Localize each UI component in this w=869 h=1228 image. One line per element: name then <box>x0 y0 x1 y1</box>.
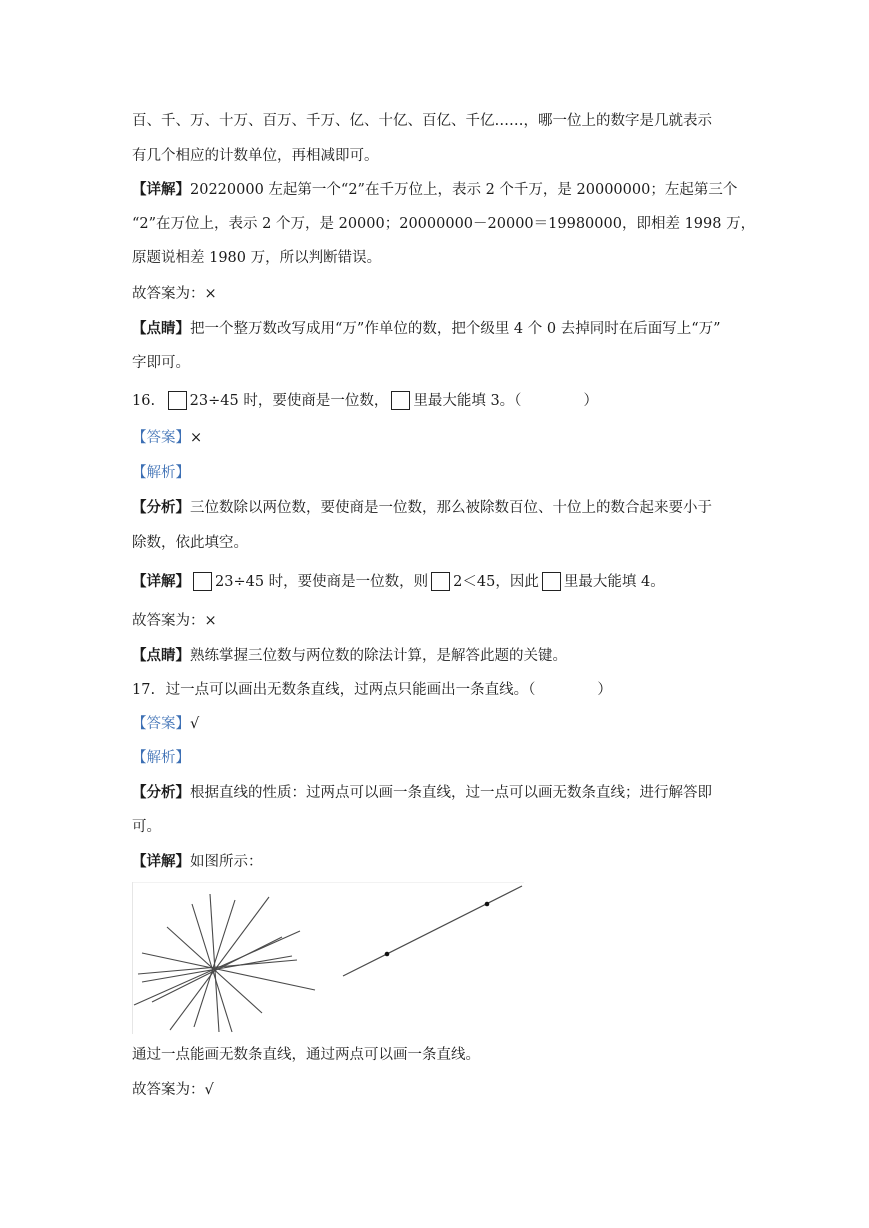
text-line: 百、千、万、十万、百万、千万、亿、十亿、百亿、千亿……，哪一位上的数字是几就表示 <box>132 113 712 129</box>
blank-box <box>431 572 450 591</box>
analysis-tag: 【解析】 <box>132 750 190 766</box>
question-text: 过一点可以画出无数条直线，过两点只能画出一条直线。（ <box>165 682 536 698</box>
text-line: 故答案为：√ <box>132 1082 214 1098</box>
detail-text: 20220000 左起第一个“2”在千万位上，表示 2 个千万，是 20000000；左起第三个 <box>190 182 738 198</box>
text-line: 故答案为：× <box>132 286 217 302</box>
answer-line <box>132 714 199 734</box>
fenxi-text: 根据直线的性质：过两点可以画一条直线，过一点可以画无数条直线；进行解答即 <box>190 785 712 801</box>
section-tag: 【详解】 <box>132 181 190 198</box>
line-through-point <box>152 937 282 1002</box>
text-line: “2”在万位上，表示 2 个万，是 20000；20000000－20000＝19980000，即相差 1998 万， <box>132 216 756 232</box>
text-line: 可。 <box>132 819 161 835</box>
line-through-two-points <box>343 886 522 976</box>
answer-value: × <box>190 430 203 446</box>
section-tag: 【点睛】 <box>132 320 190 337</box>
point-b <box>485 902 490 907</box>
lines-figure <box>132 882 524 1034</box>
blank-box <box>542 572 561 591</box>
question-number: 16. <box>132 393 156 409</box>
detail-text: 23÷45 时，要使商是一位数，则 <box>215 574 429 590</box>
question-text: 23÷45 时，要使商是一位数， <box>189 393 389 409</box>
dianjing-text: 熟练掌握三位数与两位数的除法计算，是解答此题的关键。 <box>190 648 567 664</box>
text-line <box>132 852 263 872</box>
question-text: 里最大能填 3。（ <box>413 393 522 409</box>
text-line <box>132 783 712 803</box>
text-line <box>132 319 721 339</box>
figure-caption: 通过一点能画无数条直线，通过两点可以画一条直线。 <box>132 1047 480 1063</box>
blank-box <box>391 391 410 410</box>
blank-box <box>193 572 212 591</box>
line-bundle <box>134 894 315 1032</box>
text-line <box>132 180 737 200</box>
answer-tag: 【答案】 <box>132 716 190 732</box>
answer-value: √ <box>190 716 200 732</box>
text-line: 除数，依此填空。 <box>132 535 248 551</box>
analysis-tag: 【解析】 <box>132 465 190 481</box>
detail-text: 里最大能填 4。 <box>563 574 665 590</box>
section-tag: 【分析】 <box>132 784 190 801</box>
text-line: 有几个相应的计数单位，再相减即可。 <box>132 148 379 164</box>
detail-text: 2＜45，因此 <box>453 574 539 590</box>
section-tag: 【点睛】 <box>132 647 190 664</box>
section-tag: 【分析】 <box>132 499 190 516</box>
text-line <box>132 572 665 592</box>
dianjing-text: 把一个整万数改写成用“万”作单位的数，把个级里 4 个 0 去掉同时在后面写上“万” <box>190 321 721 337</box>
text-line: 原题说相差 1980 万，所以判断错误。 <box>132 250 382 266</box>
question-16 <box>132 391 598 411</box>
question-17 <box>132 680 612 700</box>
section-tag: 【详解】 <box>132 573 190 590</box>
line-through-point <box>138 960 297 974</box>
close-paren: ） <box>583 393 598 409</box>
close-paren: ） <box>597 682 612 698</box>
text-line: 字即可。 <box>132 355 190 371</box>
detail-text: 如图所示： <box>190 854 263 870</box>
section-tag: 【详解】 <box>132 853 190 870</box>
answer-tag: 【答案】 <box>132 430 190 446</box>
text-line <box>132 646 567 666</box>
text-line <box>132 498 712 518</box>
answer-line <box>132 428 202 448</box>
blank-box <box>168 391 187 410</box>
text-line: 故答案为：× <box>132 613 217 629</box>
question-number: 17. <box>132 682 156 698</box>
fenxi-text: 三位数除以两位数，要使商是一位数，那么被除数百位、十位上的数合起来要小于 <box>190 500 712 516</box>
point-a <box>385 952 390 957</box>
